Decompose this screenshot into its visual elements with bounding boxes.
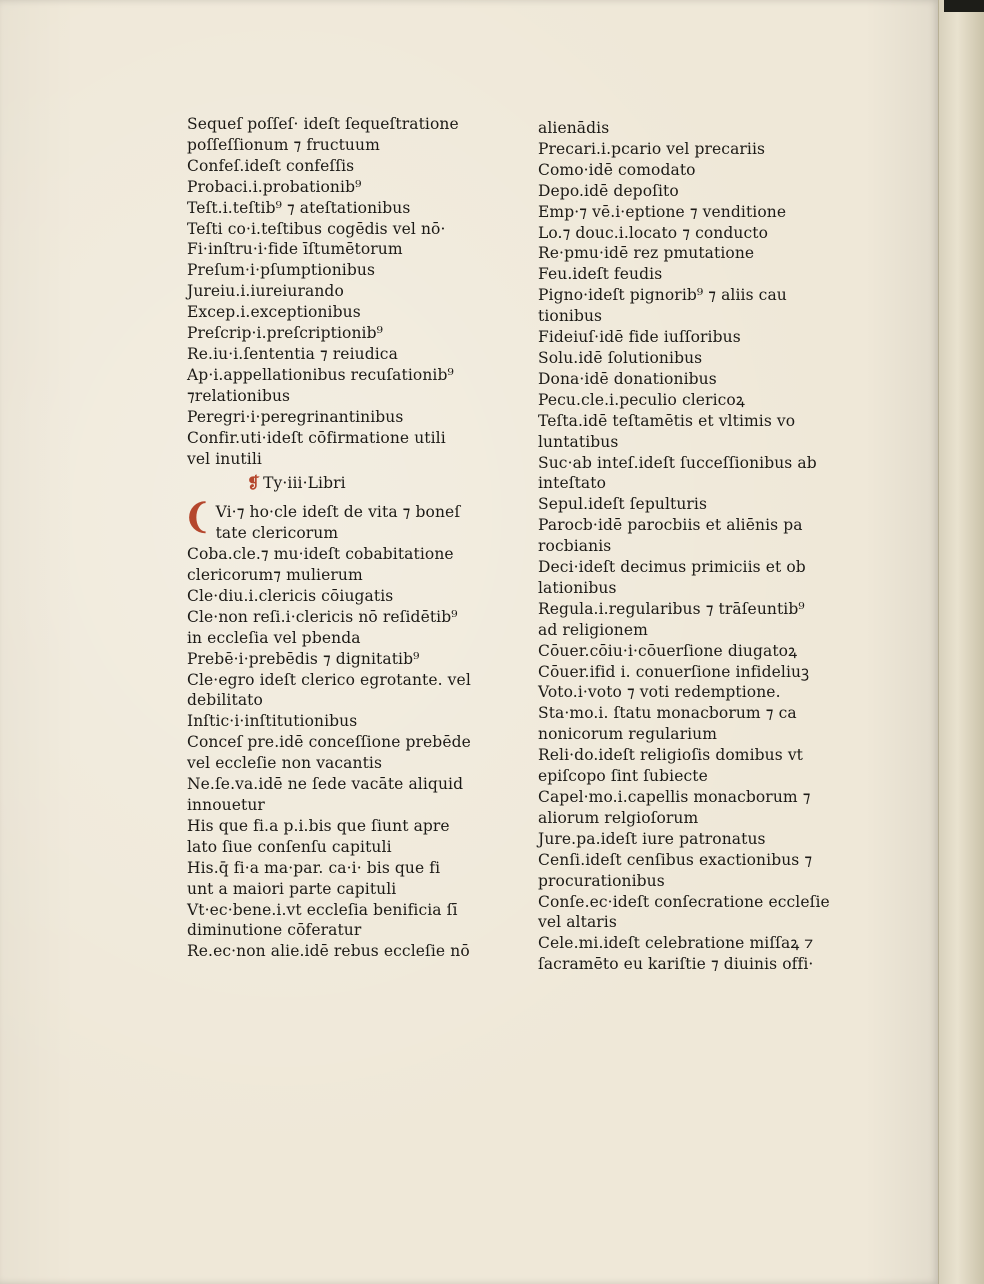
left-lines-group <box>187 114 487 469</box>
text-line: Preſum·i·pſumptionibus <box>187 261 376 280</box>
right-text-column <box>538 118 838 975</box>
rubric-pilcrow-icon: ❡ <box>247 473 261 493</box>
right-lines-group <box>538 118 838 975</box>
text-line: vel inutili <box>187 449 262 468</box>
text-line: nonicorum regularium <box>538 725 718 744</box>
text-line: Pecu.cle.i.peculio clericoꝝ <box>538 390 745 409</box>
text-line: Vt·ec·bene.i.vt eccleſia benificia ſī <box>187 900 458 919</box>
text-line: vel altaris <box>538 913 617 932</box>
text-line: poſſeſſionum ⁊ fructuum <box>187 135 380 154</box>
text-line: Dona·idē donationibus <box>538 369 717 388</box>
text-line: Jureiu.i.iureiurando <box>187 282 344 301</box>
text-line: diminutione cōferatur <box>187 921 362 940</box>
text-line: ⁊relationibus <box>187 386 291 405</box>
text-line: Teſta.idē teſtamētis et vltimis vo <box>538 411 796 430</box>
text-line: rocbianis <box>538 537 612 556</box>
text-line: His.q̄ fi·a ma·par. ca·i· bis que fi <box>187 858 441 877</box>
text-line: Cōuer.cōiu·i·cōuerſione diugatoꝝ <box>538 641 798 660</box>
text-line: inteſtato <box>538 474 607 493</box>
text-line: Reli·do.ideſt religioſis domibus vt <box>538 746 804 765</box>
text-line: Ne.ſe.va.idē ne ſede vacāte aliquid <box>187 775 464 794</box>
text-line: Lo.⁊ douc.i.locato ⁊ conducto <box>538 223 769 242</box>
text-line: Cele.mi.ideſt celebratione miſſaꝝ ⁊ <box>538 934 814 953</box>
left-lines-group-2 <box>183 497 487 962</box>
text-line: Re.iu·i.ſententia ⁊ reiudica <box>187 344 398 363</box>
text-line: Coba.cle.⁊ mu·ideſt cobabitatione <box>187 545 454 564</box>
text-line: Preſcrip·i.preſcriptionib⁹ <box>187 324 383 343</box>
text-line: Fideiuſ·idē fide iuſſoribus <box>538 328 741 347</box>
text-line: Sequeſ poſſeſ· ideſt ſequeſtratione <box>187 115 459 133</box>
text-line: Sta·mo.i. ſtatu monacborum ⁊ ca <box>538 704 797 723</box>
text-line: clericorum⁊ mulierum <box>187 566 363 585</box>
text-line: aliorum relgioſorum <box>538 808 699 827</box>
text-line: Cle·diu.i.clericis cōiugatis <box>187 586 394 605</box>
text-line: Voto.i·voto ⁊ voti redemptione. <box>538 683 781 702</box>
text-line: Emp·⁊ vē.i·eptione ⁊ venditione <box>538 202 787 221</box>
text-line: lationibus <box>538 578 617 597</box>
text-line: unt a maiori parte capituli <box>187 879 397 898</box>
text-line: Parocb·idē parocbiis et aliēnis pa <box>538 516 803 535</box>
text-line: luntatibus <box>538 432 619 451</box>
rubric-initial-icon: ❨ <box>183 497 212 538</box>
text-line: Vi·⁊ ho·cle ideſt de vita ⁊ boneſ <box>215 503 461 522</box>
text-line: alienādis <box>538 119 610 137</box>
text-line: Cle·egro ideſt clerico egrotante. vel <box>187 670 471 689</box>
text-line: debilitato <box>187 691 263 710</box>
text-line: His que fi.a p.i.bis que ſiunt apre <box>187 816 450 835</box>
text-line: Deci·ideſt decimus primiciis et ob <box>538 558 806 577</box>
text-line: Solu.idē ſolutionibus <box>538 348 703 367</box>
text-line: vel eccleſie non vacantis <box>187 754 383 773</box>
section-heading <box>247 473 487 494</box>
text-line: Ap·i.appellationibus recuſationib⁹ <box>187 365 454 384</box>
text-line: Cōuer.ifid i. conuerſione infideliuꝫ <box>538 662 810 681</box>
text-line: Sepul.ideſt ſepulturis <box>538 495 708 514</box>
text-line: Fi·inſtru·i·fide īſtumētorum <box>187 240 403 259</box>
text-line: Precari.i.pcario vel precariis <box>538 139 766 158</box>
text-line: Regula.i.regularibus ⁊ trāſeuntib⁹ <box>538 599 805 618</box>
text-line: epiſcopo ſint ſubiecte <box>538 767 708 786</box>
text-line: Cle·non reſi.i·clericis nō reſidētib⁹ <box>187 607 458 626</box>
text-line: Re·pmu·idē rez pmutatione <box>538 244 755 263</box>
text-line: in eccleſia vel pbenda <box>187 628 361 647</box>
left-text-column <box>183 114 487 962</box>
text-line: lato ſiue conſenſu capituli <box>187 837 392 856</box>
text-line: Teſt.i.teſtib⁹ ⁊ ateſtationibus <box>187 198 411 217</box>
text-line: Suc·ab inteſ.ideſt ſucceſſionibus ab <box>538 453 817 472</box>
text-line: Pigno·ideſt pignorib⁹ ⁊ aliis cau <box>538 286 787 305</box>
text-line: ad religionem <box>538 620 648 639</box>
text-line: Confeſ.ideſt confeſſis <box>187 156 355 175</box>
adjacent-page-edge <box>938 0 984 1284</box>
text-line: Re.ec·non alie.idē rebus eccleſie nō <box>187 942 470 961</box>
text-line: Excep.i.exceptionibus <box>187 303 361 322</box>
text-line: Jure.pa.ideſt iure patronatus <box>538 829 766 848</box>
text-line: Cenſi.ideſt cenſibus exactionibus ⁊ <box>538 850 813 869</box>
text-line: tionibus <box>538 307 603 326</box>
heading-text: Ty·iii·Libri <box>263 474 346 493</box>
text-line: Teſti co·i.teſtibus cogēdis vel nō· <box>187 219 446 238</box>
text-line: Inſtic·i·inſtitutionibus <box>187 712 358 731</box>
text-line: Confir.uti·ideſt cōfirmatione utili <box>187 428 446 447</box>
text-line: Peregri·i·peregrinantinibus <box>187 407 404 426</box>
text-line: ſacramēto eu kariſtie ⁊ diuinis offi· <box>538 955 814 974</box>
text-line: Probaci.i.probationib⁹ <box>187 177 362 196</box>
text-line: Prebē·i·prebēdis ⁊ dignitatib⁹ <box>187 649 420 668</box>
text-line: Feu.ideſt feudis <box>538 265 663 284</box>
dark-corner <box>944 0 984 12</box>
text-line: innouetur <box>187 796 265 814</box>
text-line: procurationibus <box>538 871 665 890</box>
text-line: Conſe.ec·ideſt conſecratione eccleſie <box>538 892 830 911</box>
text-line: Como·idē comodato <box>538 160 696 179</box>
text-line: Conceſ pre.idē conceſſione prebēde <box>187 733 471 752</box>
text-line: tate clericorum <box>215 524 339 543</box>
text-line: Capel·mo.i.capellis monacborum ⁊ <box>538 788 811 806</box>
text-line: Depo.idē depoſito <box>538 181 679 200</box>
